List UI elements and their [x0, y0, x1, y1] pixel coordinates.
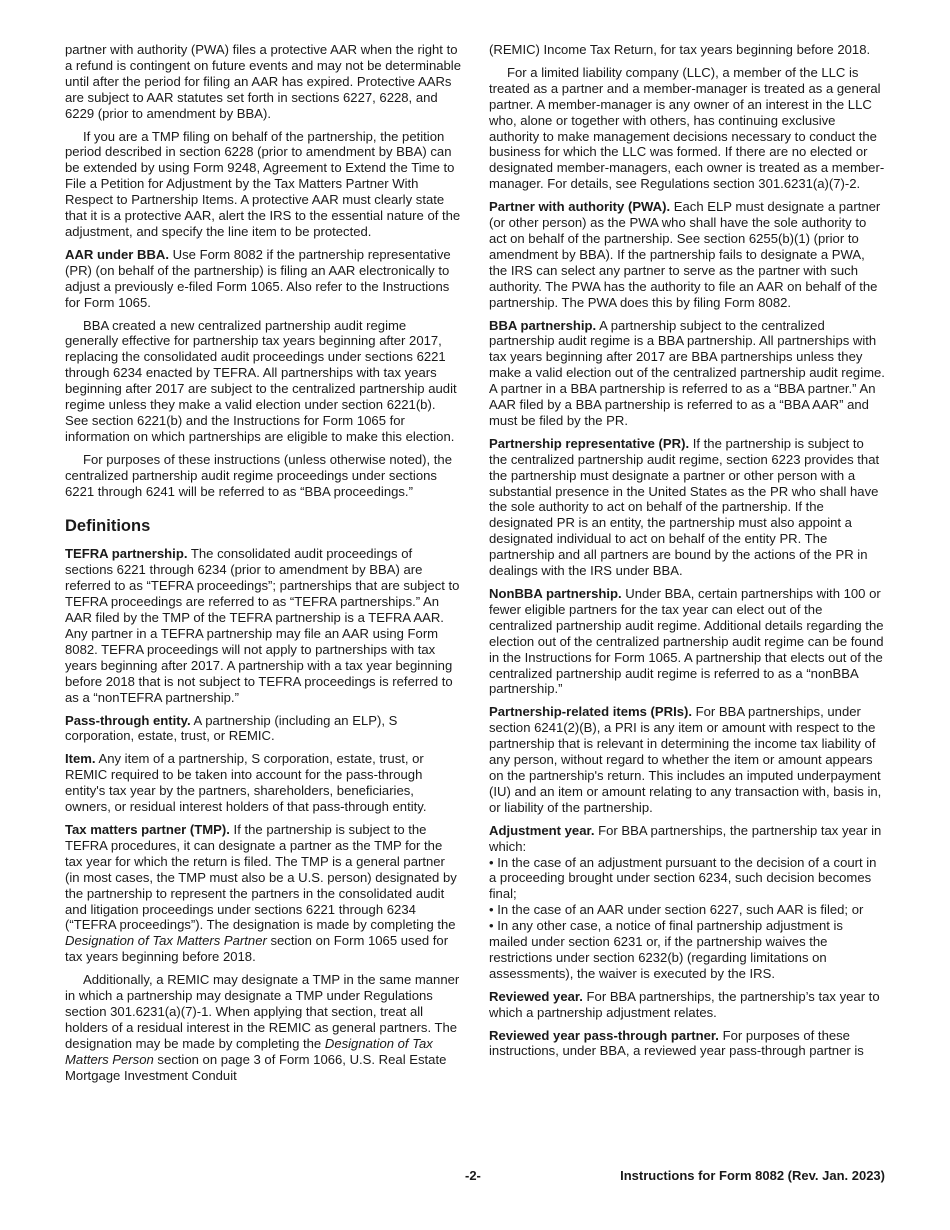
bullet-icon: •: [489, 902, 494, 918]
remic-continuation-paragraph: (REMIC) Income Tax Return, for tax years beginning before 2018.: [489, 42, 871, 57]
reviewed-year-definition: Reviewed year. For BBA partnerships, the partnership’s tax year to which a partnership adjustment relates.: [489, 988, 880, 1020]
reviewed-year-pass-through-partner-definition: Reviewed year pass-through partner. For purposes of these instructions, under BBA, a reviewed year pass-through partner is: [489, 1027, 864, 1059]
pass-through-entity-definition: Pass-through entity. A partnership (including an ELP), S corporation, estate, trust, or REMIC.: [65, 712, 398, 744]
definitions-heading: Definitions: [65, 517, 151, 536]
bullet-icon: •: [489, 918, 494, 934]
bullet-item: • In the case of an AAR under section 6227, such AAR is filed; or: [489, 902, 864, 918]
right-column: [489, 42, 885, 1066]
remic-tmp-paragraph: Additionally, a REMIC may designate a TMP in the same manner in which a partnership may designate a TMP under Regulations section 301.6231(a)(7)-1. When applying that section, treat all holders of a residual interest in the REMIC as general partners. The designation may be made by completing the Designation of Tax Matters Person section on page 3 of Form 1066, U.S. Real Estate Mortgage Investment Conduit: [65, 972, 460, 1083]
tefra-partnership-definition: TEFRA partnership. The consolidated audit proceedings of sections 6221 through 6234 (prior to amendment by BBA) are referred to as “TEFRA proceedings”; partnerships that are subject to TEFRA proceedings are referred to as “TEFRA partnerships.” An AAR filed by the TMP of the TEFRA partnership is a TEFRA AAR. Any partner in a TEFRA partnership may file an AAR using Form 8082. TEFRA proceedings will not apply to partnerships with tax years beginning after 2017. A partnership with a tax year beginning before 2018 that is not subject to TEFRA proceedings is referred to as a “nonTEFRA partnership.”: [65, 546, 460, 705]
aar-under-bba-heading: AAR under BBA.: [65, 246, 170, 262]
pr-definition: Partnership representative (PR). If the partnership is subject to the centralized partnership audit regime, section 6223 provides that the partnership must designate a partner or other person with a substantial presence in the United States as the PR who shall have the sole authority to act on behalf of the partnership. If the designated PR is an entity, the partnership must also appoint a designated individual to act on behalf of the entity PR. The partnership and all partners are bound by the actions of the PR in dealings with the IRS under BBA.: [489, 435, 880, 579]
bba-partnership-definition: BBA partnership. A partnership subject to the centralized partnership audit regime is a BBA partnership. All partnerships with tax years beginning after 2017 are BBA partnerships unless they make a valid election out of the centralized partnership audit regime. A partner in a BBA partnership is referred to as a “BBA partner.” An AAR filed by a BBA partnership is referred to as a “BBA AAR” and must be filed by the PR.: [489, 317, 885, 428]
left-column: [65, 42, 461, 1090]
footer-title: Instructions for Form 8082 (Rev. Jan. 2023): [620, 1168, 885, 1183]
llc-paragraph: For a limited liability company (LLC), a member of the LLC is treated as a partner and a member-manager is treated as a general partner. A member-manager is any owner of an interest in the LLC who, alone or together with others, has continuing exclusive authority to make management decisions necessary to conduct the business for which the LLC was formed. If there are no elected or designated member-managers, each owner is treated as a member-manager. For details, see Regulations section 301.6231(a)(7)-2.: [489, 64, 885, 192]
bba-regime-paragraph: BBA created a new centralized partnership audit regime generally effective for partnership tax years beginning after 2017, replacing the consolidated audit proceedings under sections 6221 through 6234 enacted by TEFRA. All partnerships with tax years beginning after 2017 are subject to the centralized partnership audit regime unless they make a valid election under section 6221(b). See section 6221(b) and the Instructions for Form 1065 for information on which partnerships are eligible to make this election.: [65, 317, 457, 444]
adjustment-year-definition: Adjustment year. For BBA partnerships, the partnership tax year in which:: [489, 822, 882, 854]
nonbba-partnership-definition: NonBBA partnership. Under BBA, certain partnerships with 100 or fewer eligible partners for the tax year can elect out of the centralized partnership audit regime. Additional details regarding the election out of the centralized partnership audit regime can be found in the Instructions for Form 1065. A partnership that elects out of the centralized partnership audit regime is referred to as a “nonBBA partnership.”: [489, 586, 884, 697]
pwa-definition: Partner with authority (PWA). Each ELP must designate a partner (or other person) as the PWA who shall have the sole authority to act on behalf of the partnership. See section 6255(b)(1) (prior to amendment by BBA). If the partnership fails to designate a PWA, the IRS can select any partner to serve as the partner with such authority. The PWA has the authority to file an AAR on behalf of the partnership. The PWA does this by filing Form 8082.: [489, 199, 881, 310]
page-number: -2-: [465, 1168, 481, 1183]
pri-definition: Partnership-related items (PRIs). For BBA partnerships, under section 6241(2)(B), a PRI is any item or amount with respect to the partnership that is relevant in determining the income tax liability of any person, without regard to whether the item or amount appears on the partnership's return. This includes an imputed underpayment (IU) and an item or amount relating to any transaction with, basis in, or liability of the partnership.: [489, 704, 882, 815]
tmp-definition: Tax matters partner (TMP). If the partnership is subject to the TEFRA procedures, it can designate a partner as the TMP for the tax year for which the return is filed. The TMP is a general partner (in most cases, the TMP must also be a U.S. person) designated by the partnership to represent the partners in the consolidated audit and litigation proceedings under sections 6221 through 6234 (“TEFRA proceedings”). The designation is made by completing the Designation of Tax Matters Partner section on Form 1065 used for tax years beginning before 2018.: [65, 821, 457, 965]
aar-under-bba-paragraph: AAR under BBA. Use Form 8082 if the partnership representative (PR) (on behalf of the partnership) is filing an AAR electronically to adjust a previously e-filed Form 1065. Also refer to the Instructions for Form 1065.: [65, 246, 451, 310]
bullet-icon: •: [489, 854, 494, 870]
bullet-item: • In any other case, a notice of final partnership adjustment is mailed under section 6231 or, if the partnership waives the restrictions under section 6232(b) (regarding limitations on assessments), the waiver is executed by the IRS.: [489, 918, 843, 981]
tmp-petition-paragraph: If you are a TMP filing on behalf of the partnership, the petition period described in section 6228 (prior to amendment by BBA) can be extended by using Form 9248, Agreement to Extend the Time to File a Petition for Adjustment by the Tax Matters Partner With Respect to Partnership Items. A protective AAR must clearly state that it is a protective AAR, alert the IRS to the essential nature of the adjustment, and specify the line item to be protected.: [65, 128, 461, 239]
bullet-item: • In the case of an adjustment pursuant to the decision of a court in a proceeding brought under section 6234, such decision becomes final;: [489, 854, 877, 902]
bba-proceedings-paragraph: For purposes of these instructions (unless otherwise noted), the centralized partnership audit regime proceedings under sections 6221 through 6241 will be referred to as “BBA proceedings.”: [65, 451, 452, 499]
protective-aar-paragraph: partner with authority (PWA) files a protective AAR when the right to a refund is contingent on future events and may not be determinable until after the period for filing an AAR has expired. Protective AARs are subject to AAR statutes set forth in sections 6227, 6228, and 6229 (prior to amendment by BBA).: [65, 42, 461, 121]
item-definition: Item. Any item of a partnership, S corporation, estate, trust, or REMIC required to be taken into account for the pass-through entity's tax year by the partners, shareholders, beneficiaries, owners, or residual interest holders of that pass-through entity.: [65, 751, 427, 815]
